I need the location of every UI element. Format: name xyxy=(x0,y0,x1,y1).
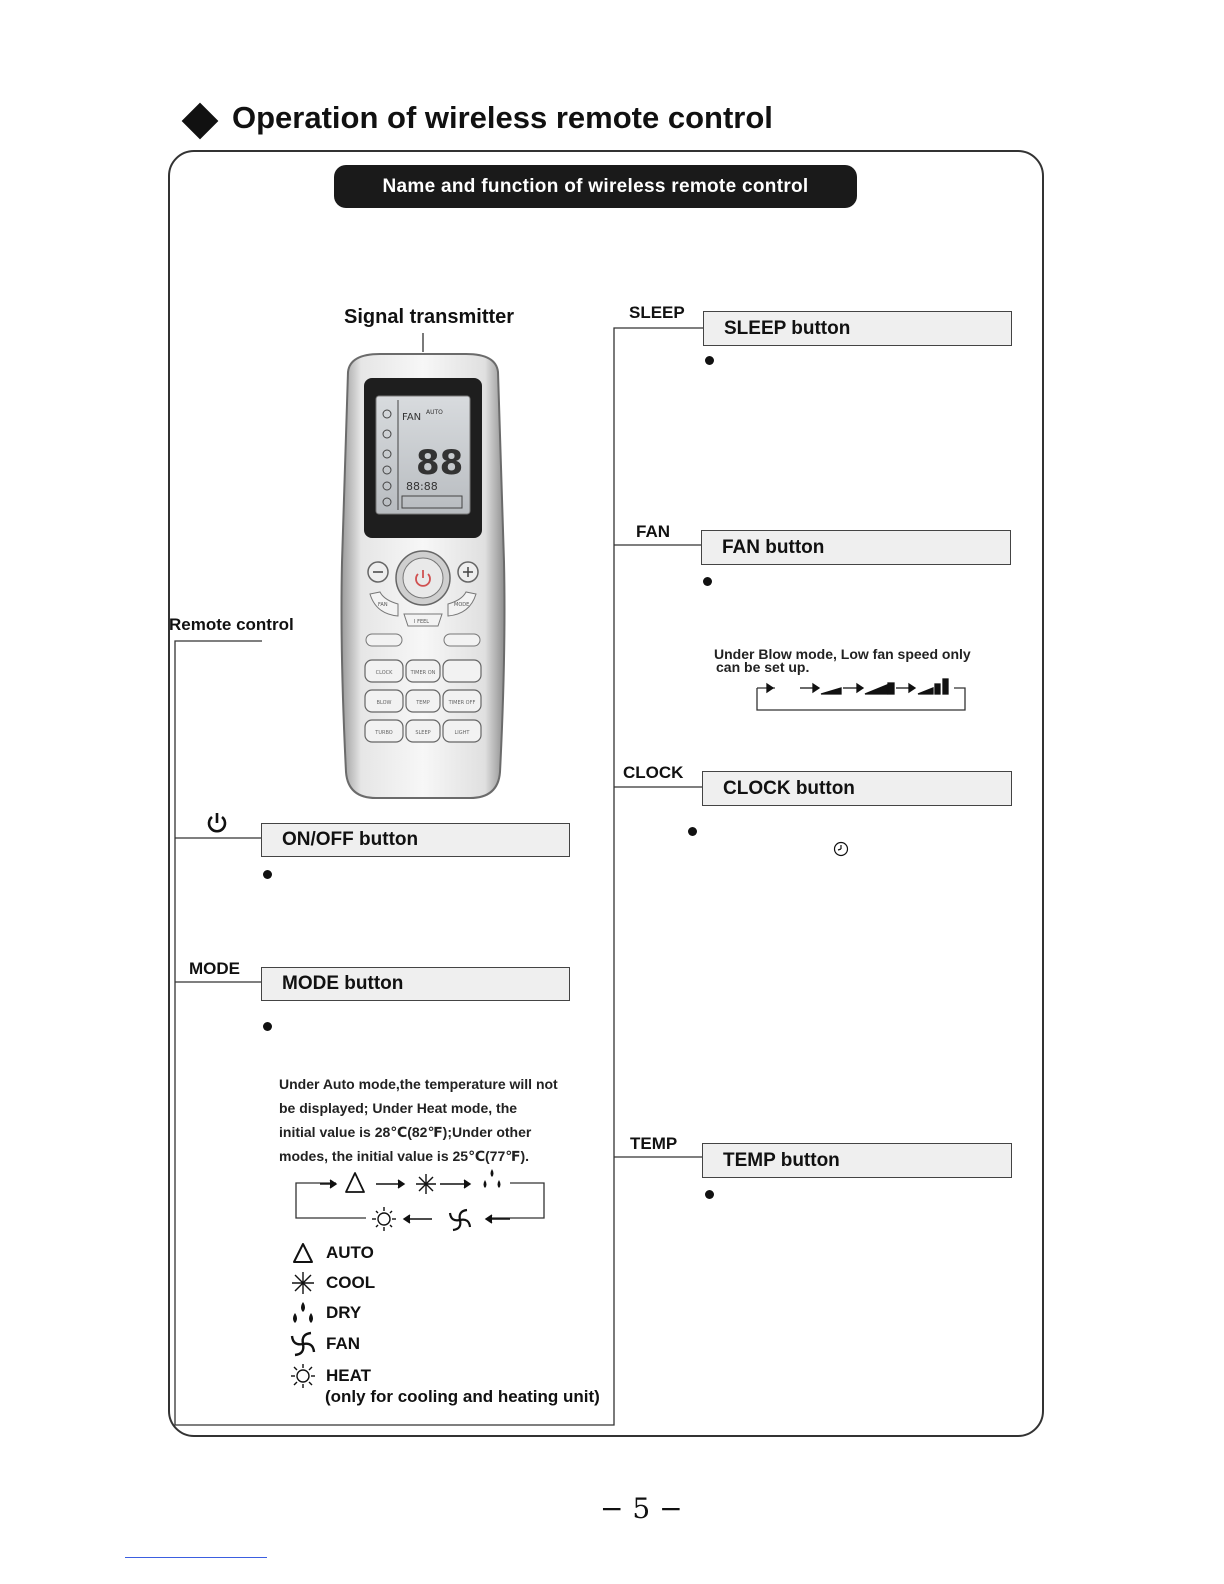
mode-bullet xyxy=(263,1022,272,1031)
svg-text:TEMP: TEMP xyxy=(416,700,430,706)
remote-control-label: Remote control xyxy=(169,615,294,634)
power-icon xyxy=(205,811,229,835)
heat-note: (only for cooling and heating unit) xyxy=(325,1387,600,1406)
fan-button-box: FAN button xyxy=(701,530,1011,565)
lcd-fan-text: FAN xyxy=(402,412,422,423)
fan-label: FAN xyxy=(636,522,670,541)
snowflake-icon xyxy=(290,1271,316,1295)
svg-text:TURBO: TURBO xyxy=(375,730,393,736)
fan-icon xyxy=(290,1331,316,1357)
mode-label: MODE xyxy=(189,959,240,978)
legend-fan: FAN xyxy=(290,1328,375,1360)
remote-control-illustration xyxy=(340,352,506,800)
lcd-time: 88:88 xyxy=(406,480,438,493)
auto-icon xyxy=(290,1241,316,1265)
sleep-button-box: SLEEP button xyxy=(703,311,1012,346)
sun-icon xyxy=(290,1363,316,1389)
lcd-digits: 88 xyxy=(416,443,464,483)
temp-label: TEMP xyxy=(630,1134,678,1153)
clock-icon xyxy=(833,841,849,857)
svg-text:BLOW: BLOW xyxy=(376,700,392,706)
signal-transmitter-label: Signal transmitter xyxy=(344,306,515,328)
svg-text:TIMER OFF: TIMER OFF xyxy=(448,700,476,706)
clock-label: CLOCK xyxy=(623,763,684,782)
svg-text:CLOCK: CLOCK xyxy=(375,670,393,676)
onoff-bullet xyxy=(263,870,272,879)
section-header: Name and function of wireless remote control xyxy=(334,165,857,208)
clock-button-box: CLOCK button xyxy=(702,771,1012,806)
onoff-button-box: ON/OFF button xyxy=(261,823,570,857)
mode-legend xyxy=(290,1238,375,1392)
fan-bullet xyxy=(703,577,712,586)
svg-text:SLEEP: SLEEP xyxy=(415,730,431,736)
lcd-auto-text: AUTO xyxy=(426,409,443,416)
legend-dry: DRY xyxy=(290,1298,375,1328)
sleep-label: SLEEP xyxy=(629,303,685,322)
legend-auto: AUTO xyxy=(290,1238,375,1268)
legend-heat: HEAT xyxy=(290,1360,375,1392)
temp-button-box: TEMP button xyxy=(702,1143,1012,1178)
remote-ifeel-key: I FEEL xyxy=(414,619,430,625)
remote-mode-key: MODE xyxy=(454,602,470,608)
mode-cycle-diagram xyxy=(280,1165,560,1235)
mode-note: Under Auto mode,the temperature will not be displayed; Under Heat mode, the initial value is 28℃(82℉);Under other modes, the initial value is 25℃(77℉). xyxy=(279,1076,558,1164)
temp-bullet xyxy=(705,1190,714,1199)
svg-text:TIMER ON: TIMER ON xyxy=(410,670,436,676)
fan-speed-diagram xyxy=(755,676,965,700)
page-number: − 5 − xyxy=(600,1492,683,1525)
bottom-rule xyxy=(125,1557,267,1558)
fan-note: Under Blow mode, Low fan speed only can be set up. xyxy=(714,646,971,675)
legend-cool: COOL xyxy=(290,1268,375,1298)
clock-bullet xyxy=(688,827,697,836)
sleep-bullet xyxy=(705,356,714,365)
svg-text:LIGHT: LIGHT xyxy=(454,730,470,736)
droplets-icon xyxy=(290,1300,316,1326)
remote-fan-key: FAN xyxy=(378,602,388,608)
mode-button-box: MODE button xyxy=(261,967,570,1001)
page-title: Operation of wireless remote control xyxy=(232,100,773,135)
